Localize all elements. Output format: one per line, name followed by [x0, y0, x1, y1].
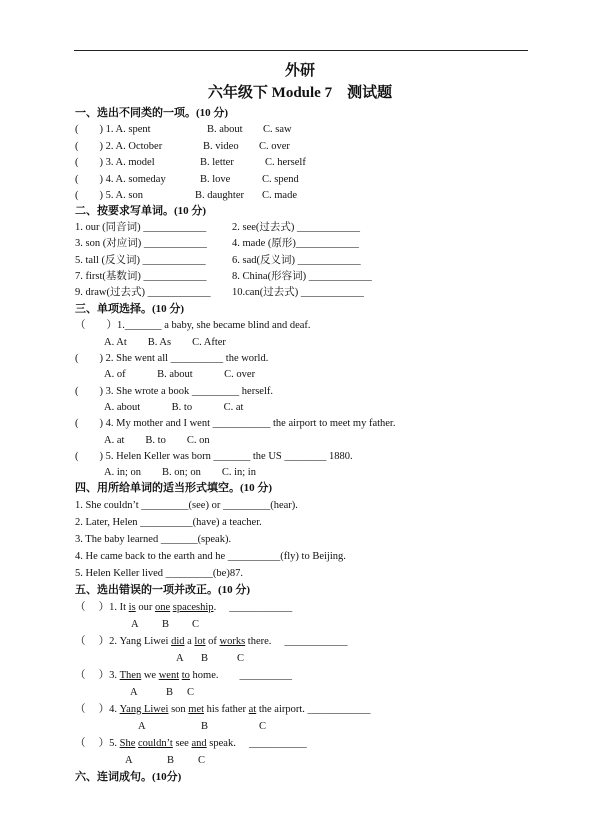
s1-item-2: ( ) 2. A. October: [75, 141, 163, 152]
s5-abc-5-a: A: [125, 755, 133, 766]
s1-item-4-b: B. love: [200, 174, 231, 185]
s4-item-4: 4. He came back to the earth and he __________(fly) to Beijing.: [75, 551, 346, 562]
s1-item-1: ( ) 1. A. spent: [75, 124, 151, 135]
s5-abc-1-a: A: [131, 619, 139, 630]
s5-abc-5-b: B: [167, 755, 175, 766]
s5-abc-3-b: B: [166, 687, 174, 698]
s5-abc-2-b: B: [201, 653, 209, 664]
s5-item-2-a: did: [171, 636, 185, 647]
section-6-heading: 六、连词成句。(10分): [75, 771, 182, 783]
section-1-heading: 一、选出不同类的一项。(10 分): [75, 107, 229, 119]
section-2-heading: 二、按要求写单词。(10 分): [75, 205, 207, 217]
s3-q-5: ( ) 5. Helen Keller was born _______ the US ________ 1880.: [75, 451, 353, 462]
s5-item-2-c: works: [219, 636, 246, 647]
s5-abc-4-a: A: [138, 721, 146, 732]
s1-item-1-b: B. about: [207, 124, 243, 135]
s5-item-4-c: at: [248, 704, 257, 715]
s3-opts-5: A. in; on B. on; on C. in; in: [104, 467, 256, 478]
s2-row-2-right: 4. made (原形)____________: [232, 238, 359, 249]
s1-item-1-c: C. saw: [263, 124, 292, 135]
s3-opts-1: A. At B. As C. After: [104, 337, 226, 348]
s5-item-2-b: lot: [194, 636, 206, 647]
section-3-heading: 三、单项选择。(10 分): [75, 303, 185, 315]
s1-item-2-c: C. over: [259, 141, 290, 152]
s5-item-3-c: to: [181, 670, 190, 681]
s2-row-2-left: 3. son (对应词) ____________: [75, 238, 207, 249]
s1-item-4-c: C. spend: [262, 174, 299, 185]
s1-item-5: ( ) 5. A. son: [75, 190, 143, 201]
page-title: 六年级下 Module 7 测试题: [207, 85, 393, 101]
s5-item-5: （ ）5. She couldn’t see and speak. ___________: [75, 738, 307, 749]
s5-item-5-a: She: [119, 738, 136, 749]
s3-q-3: ( ) 3. She wrote a book _________ herself.: [75, 386, 274, 397]
s2-row-1-right: 2. see(过去式) ____________: [232, 222, 361, 233]
s2-row-4-left: 7. first(基数词) ____________: [75, 271, 207, 282]
s2-row-4-right: 8. China(形容词) ____________: [232, 271, 372, 282]
s5-item-3: （ ）3. Then we went to home. __________: [75, 670, 292, 681]
s2-row-1-left: 1. our (同音词) ____________: [75, 222, 207, 233]
top-rule: [74, 50, 528, 51]
s1-item-3: ( ) 3. A. model: [75, 157, 155, 168]
s1-item-2-b: B. video: [203, 141, 239, 152]
s4-item-3: 3. The baby learned _______(speak).: [75, 534, 232, 545]
s4-item-2: 2. Later, Helen __________(have) a teacher.: [75, 517, 262, 528]
s5-item-5-c: and: [191, 738, 207, 749]
s5-item-5-b: couldn’t: [138, 738, 173, 749]
s5-abc-4-c: C: [259, 721, 267, 732]
s1-item-4: ( ) 4. A. someday: [75, 174, 166, 185]
s5-abc-4-b: B: [201, 721, 209, 732]
s5-abc-1-c: C: [192, 619, 200, 630]
s1-item-5-b: B. daughter: [195, 190, 244, 201]
s3-q-2: ( ) 2. She went all __________ the world.: [75, 353, 269, 364]
s2-row-3-right: 6. sad(反义词) ____________: [232, 255, 361, 266]
s5-abc-5-c: C: [198, 755, 206, 766]
s5-item-4: （ ）4. Yang Liwei son met his father at the airport. ____________: [75, 704, 371, 715]
s5-abc-3-c: C: [187, 687, 195, 698]
s5-item-1-b: one: [154, 602, 171, 613]
s2-row-5-left: 9. draw(过去式) ____________: [75, 287, 211, 298]
s3-q-1: （ ）1._______ a baby, she became blind and deaf.: [75, 320, 311, 331]
section-5-heading: 五、选出错误的一项并改正。(10 分): [75, 584, 251, 596]
s5-item-1-c: spaceship: [172, 602, 214, 613]
s3-opts-2: A. of B. about C. over: [104, 369, 256, 380]
s4-item-5: 5. Helen Keller lived _________(be)87.: [75, 568, 243, 579]
section-4-heading: 四、用所给单词的适当形式填空。(10 分): [75, 482, 273, 494]
s5-item-1-a: is: [128, 602, 136, 613]
s2-row-5-right: 10.can(过去式) ____________: [232, 287, 364, 298]
s1-item-3-c: C. herself: [265, 157, 306, 168]
s3-q-4: ( ) 4. My mother and I went ___________ the airport to meet my father.: [75, 418, 396, 429]
s5-item-2: （ ）2. Yang Liwei did a lot of works there. ____________: [75, 636, 348, 647]
s5-item-3-b: went: [158, 670, 180, 681]
s5-item-1: （ ）1. It is our one spaceship. ____________: [75, 602, 293, 613]
s5-abc-2-c: C: [237, 653, 245, 664]
title-publisher: 外研: [284, 63, 315, 79]
s1-item-5-c: C. made: [262, 190, 297, 201]
s5-item-4-a: Yang Liwei: [119, 704, 169, 715]
s2-row-3-left: 5. tall (反义词) ____________: [75, 255, 206, 266]
s5-item-3-a: Then: [119, 670, 142, 681]
s1-item-3-b: B. letter: [200, 157, 234, 168]
s3-opts-4: A. at B. to C. on: [104, 435, 210, 446]
s4-item-1: 1. She couldn’t _________(see) or _________(hear).: [75, 500, 298, 511]
s5-abc-2-a: A: [176, 653, 184, 664]
s3-opts-3: A. about B. to C. at: [104, 402, 244, 413]
s5-abc-3-a: A: [130, 687, 138, 698]
s5-abc-1-b: B: [162, 619, 170, 630]
s5-item-4-b: met: [188, 704, 205, 715]
